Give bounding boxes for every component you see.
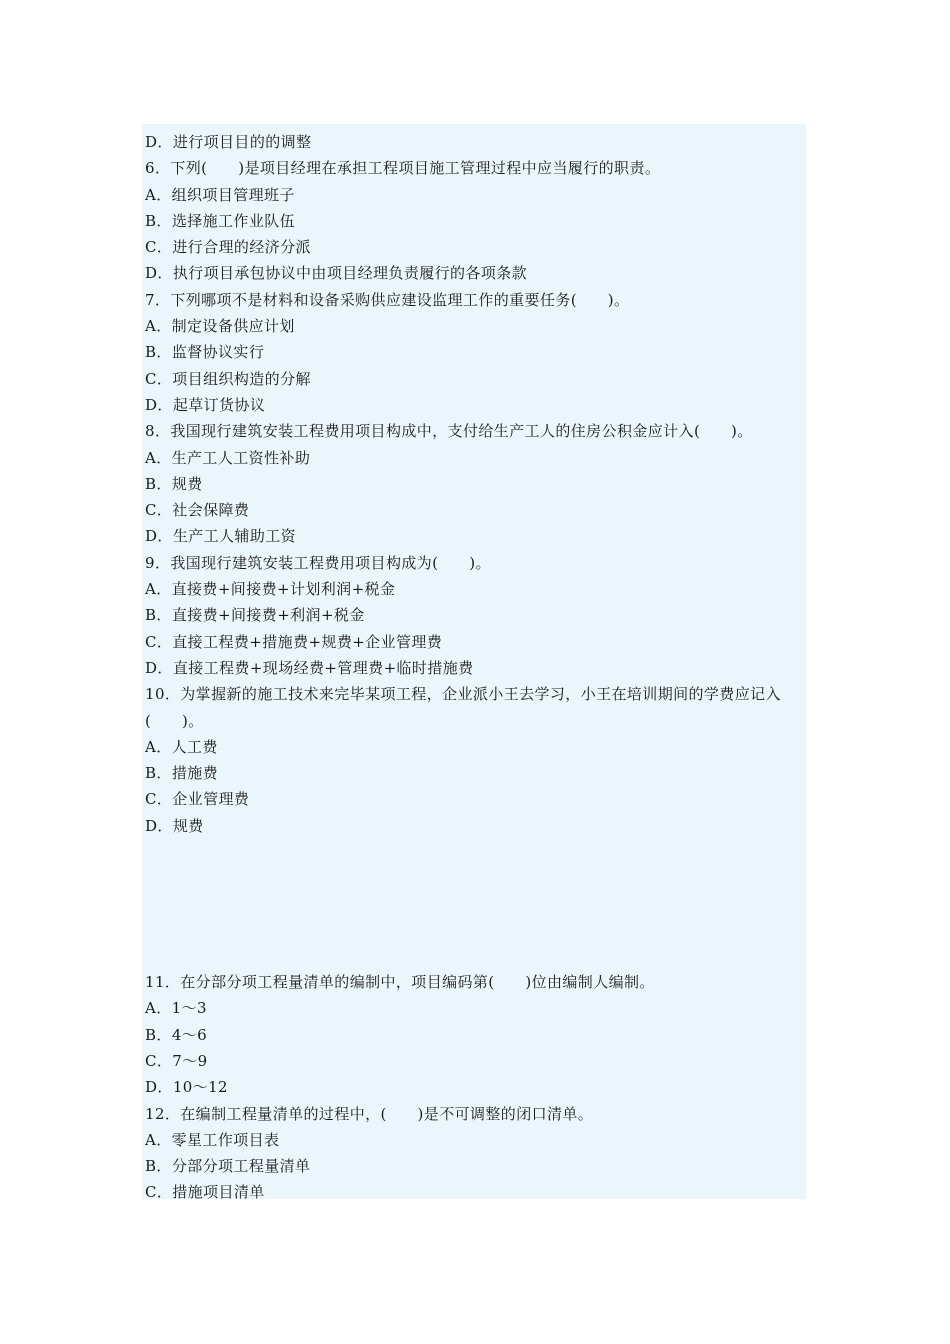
option-line: B．直接费+间接费+利润+税金 bbox=[145, 606, 365, 625]
option-line: D．执行项目承包协议中由项目经理负责履行的各项条款 bbox=[145, 264, 528, 283]
question-line: 7．下列哪项不是材料和设备采购供应建设监理工作的重要任务( )。 bbox=[145, 290, 630, 309]
option-line: A．人工费 bbox=[145, 737, 218, 756]
option-line: C．项目组织构造的分解 bbox=[145, 369, 311, 388]
option-line: A．直接费+间接费+计划利润+税金 bbox=[145, 580, 396, 599]
option-line: D．进行项目目的的调整 bbox=[145, 133, 312, 151]
question-line: 6．下列( )是项目经理在承担工程项目施工管理过程中应当履行的职责。 bbox=[145, 159, 661, 178]
option-line: A．组织项目管理班子 bbox=[145, 185, 295, 204]
option-line: C．社会保障费 bbox=[145, 501, 250, 520]
option-line: C．进行合理的经济分派 bbox=[145, 238, 311, 257]
option-line: C．直接工程费+措施费+规费+企业管理费 bbox=[145, 632, 443, 651]
option-line: C．企业管理费 bbox=[145, 790, 250, 809]
question-line: 11．在分部分项工程量清单的编制中，项目编码第( )位由编制人编制。 bbox=[145, 973, 655, 992]
option-line: B．规费 bbox=[145, 474, 203, 493]
option-line: D．起草订货协议 bbox=[145, 395, 266, 414]
option-line: A．生产工人工资性补助 bbox=[145, 448, 311, 467]
option-line: A．零星工作项目表 bbox=[145, 1130, 280, 1149]
option-line: D．规费 bbox=[145, 816, 204, 835]
option-line: A．1～3 bbox=[145, 999, 207, 1018]
question-line: 12．在编制工程量清单的过程中，( )是不可调整的闭口清单。 bbox=[145, 1104, 594, 1123]
option-line: B．措施费 bbox=[145, 764, 219, 783]
option-line: C．7～9 bbox=[145, 1051, 208, 1070]
question-line: 10．为掌握新的施工技术来完毕某项工程，企业派小王去学习，小王在培训期间的学费应记入( )。 bbox=[145, 685, 781, 730]
option-line: A．制定设备供应计划 bbox=[145, 317, 295, 336]
option-line: B．4～6 bbox=[145, 1025, 208, 1044]
question-line: 9．我国现行建筑安装工程费用项目构成为( )。 bbox=[145, 553, 491, 572]
question-line: 8．我国现行建筑安装工程费用项目构成中，支付给生产工人的住房公积金应计入( )。 bbox=[145, 422, 753, 441]
option-line: B．监督协议实行 bbox=[145, 343, 265, 362]
option-line: C．措施项目清单 bbox=[145, 1183, 265, 1202]
option-line: B．分部分项工程量清单 bbox=[145, 1157, 311, 1176]
option-line: B．选择施工作业队伍 bbox=[145, 211, 296, 230]
option-line: D．10～12 bbox=[145, 1078, 229, 1097]
question-list bbox=[145, 129, 805, 1206]
option-line: D．生产工人辅助工资 bbox=[145, 527, 297, 546]
blank-gap bbox=[145, 839, 805, 969]
option-line: D．直接工程费+现场经费+管理费+临时措施费 bbox=[145, 658, 474, 677]
